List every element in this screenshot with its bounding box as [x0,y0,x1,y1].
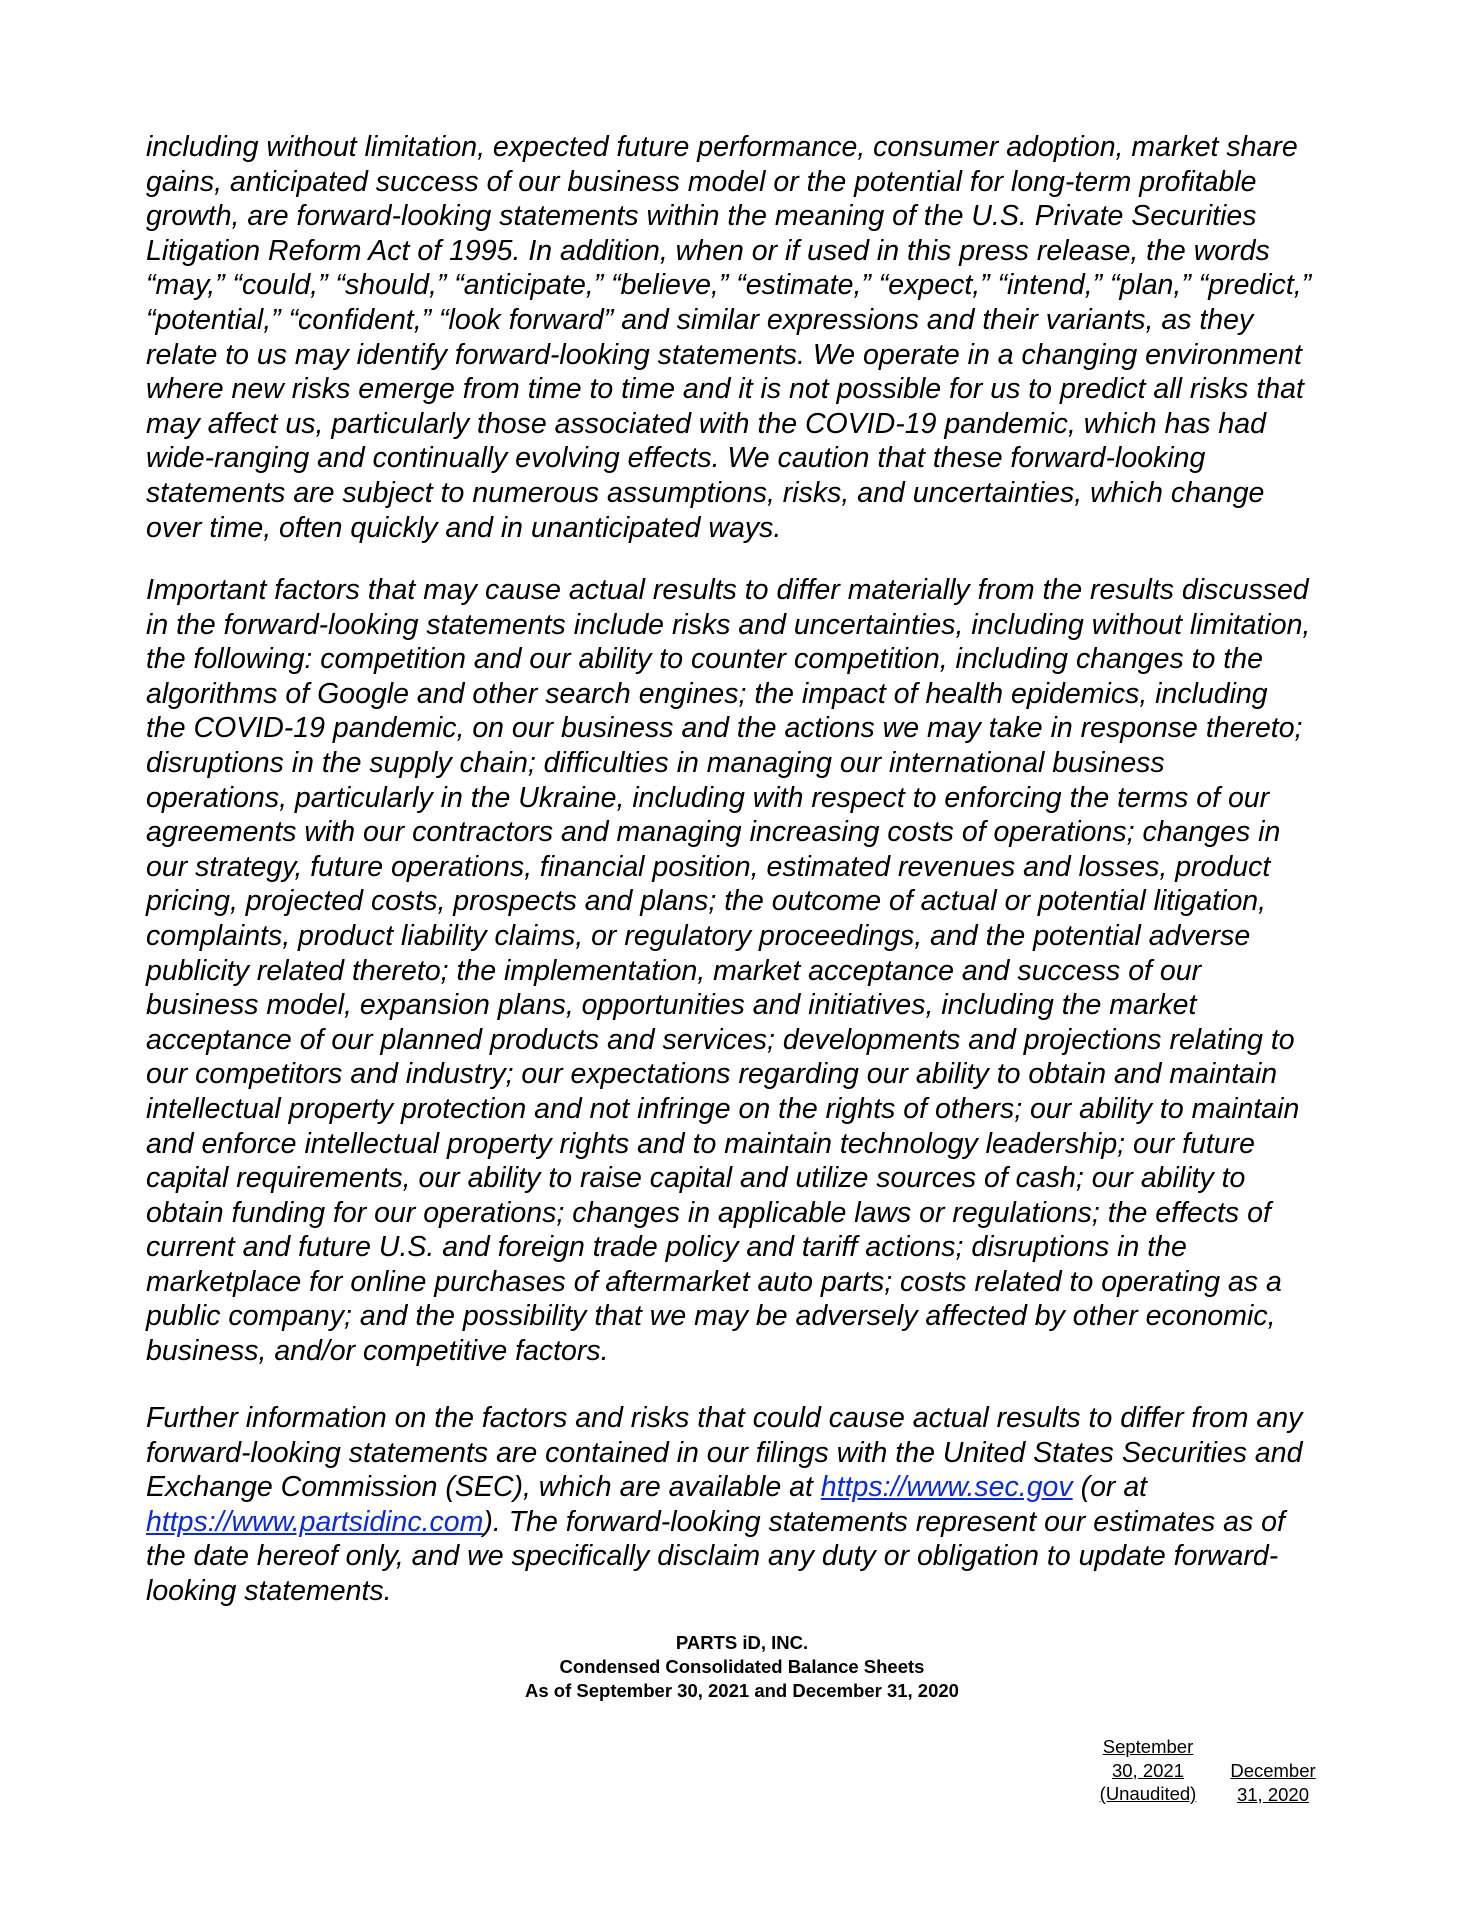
text-line: growth, are forward-looking statements within the meaning of the U.S. Private Securities [146,200,1257,233]
text-fragment: (or at [1072,1471,1148,1504]
text-line [146,1505,1346,1540]
text-line: Important factors that may cause actual results to differ materially from the results discussed [146,574,1309,606]
header-text: 30, 2021 [1111,1759,1184,1781]
text-line: statements are subject to numerous assumptions, risks, and uncertainties, which change [146,476,1265,509]
text-fragment: ). The forward-looking statements represent our estimates as of [483,1505,1285,1538]
company-name: PARTS iD, INC. [675,1632,809,1653]
text-line: wide-ranging and continually evolving effects. We caution that these forward-looking [146,442,1206,475]
text-line: where new risks emerge from time to time and it is not possible for us to predict all risks that [146,373,1304,406]
further-information-paragraph [146,1401,1346,1609]
text-line: business, and/or competitive factors. [146,1335,609,1368]
text-line: and enforce intellectual property rights and to maintain technology leadership; our future [146,1127,1256,1160]
header-text: September [1102,1736,1194,1757]
text-line: the date hereof only, and we specifically disclaim any duty or obligation to update forward- [146,1540,1279,1573]
text-line: algorithms of Google and other search engines; the impact of health epidemics, including [146,677,1268,710]
text-line: over time, often quickly and in unanticipated ways. [146,511,782,544]
text-line: intellectual property protection and not infringe on the rights of others; our ability to maintain [146,1092,1300,1125]
column-header-september-2021 [1088,1735,1208,1806]
text-line: publicity related thereto; the implementation, market acceptance and success of our [146,954,1202,987]
text-line: the following: competition and our ability to counter competition, including changes to the [146,643,1263,676]
sec-link[interactable]: https://www.sec.gov [820,1471,1073,1504]
text-line: looking statements. [146,1574,392,1607]
header-text: December [1230,1760,1316,1781]
partsid-link[interactable]: https://www.partsidinc.com [146,1505,484,1538]
text-line: forward-looking statements are contained in our filings with the United States Securities and [146,1436,1303,1469]
header-line [1088,1782,1208,1806]
text-line: in the forward-looking statements include risks and uncertainties, including without limitation, [146,608,1311,641]
risk-factors-paragraph [146,573,1346,1369]
text-line: “potential,” “confident,” “look forward” and similar expressions and their variants, as they [146,303,1254,336]
text-line: public company; and the possibility that we may be adversely affected by other economic, [146,1300,1276,1333]
header-line [1088,1735,1208,1759]
text-line: Litigation Reform Act of 1995. In addition, when or if used in this press release, the words [146,234,1270,267]
header-text: (Unaudited) [1099,1783,1197,1804]
header-line [1088,1759,1208,1783]
text-line: relate to us may identify forward-looking statements. We operate in a changing environment [146,338,1302,371]
text-line: may affect us, particularly those associated with the COVID-19 pandemic, which has had [146,407,1266,440]
text-line: capital requirements, our ability to raise capital and utilize sources of cash; our ability to [146,1162,1246,1195]
statement-name: Condensed Consolidated Balance Sheets [559,1656,925,1677]
text-line: our competitors and industry; our expectations regarding our ability to obtain and maintain [146,1058,1278,1091]
text-line: business model, expansion plans, opportunities and initiatives, including the market [146,989,1197,1022]
text-line: obtain funding for our operations; changes in applicable laws or regulations; the effects of [146,1196,1271,1229]
text-line: our strategy, future operations, financial position, estimated revenues and losses, product [146,850,1271,883]
column-header-december-2020 [1218,1759,1328,1806]
text-line: gains, anticipated success of our business model or the potential for long-term profitable [146,165,1257,198]
text-line: operations, particularly in the Ukraine, including with respect to enforcing the terms of our [146,781,1270,814]
text-fragment: Exchange Commission (SEC), which are available at [146,1471,821,1504]
text-line: marketplace for online purchases of aftermarket auto parts; costs related to operating as a [146,1265,1282,1298]
statement-period: As of September 30, 2021 and December 31, 2020 [525,1680,959,1701]
text-line: pricing, projected costs, prospects and plans; the outcome of actual or potential litigation, [146,885,1267,918]
text-line: the COVID-19 pandemic, on our business and the actions we may take in response thereto; [146,712,1303,745]
text-line: “may,” “could,” “should,” “anticipate,” “believe,” “estimate,” “expect,” “intend,” “plan,” “predict,” [146,269,1312,302]
text-line: current and future U.S. and foreign trade policy and tariff actions; disruptions in the [146,1231,1187,1264]
balance-sheet-title [442,1631,1042,1703]
header-line [1218,1783,1328,1807]
header-text: 31, 2020 [1236,1783,1309,1805]
forward-looking-paragraph-1 [146,130,1346,545]
text-line: disruptions in the supply chain; difficulties in managing our international business [146,746,1165,779]
text-line: complaints, product liability claims, or regulatory proceedings, and the potential adverse [146,919,1251,952]
text-line: including without limitation, expected future performance, consumer adoption, market share [146,131,1298,163]
text-line: acceptance of our planned products and services; developments and projections relating to [146,1023,1295,1056]
header-line [1218,1759,1328,1783]
text-line [146,1470,1346,1505]
text-line: agreements with our contractors and managing increasing costs of operations; changes in [146,816,1281,849]
text-line: Further information on the factors and risks that could cause actual results to differ from any [146,1402,1303,1434]
